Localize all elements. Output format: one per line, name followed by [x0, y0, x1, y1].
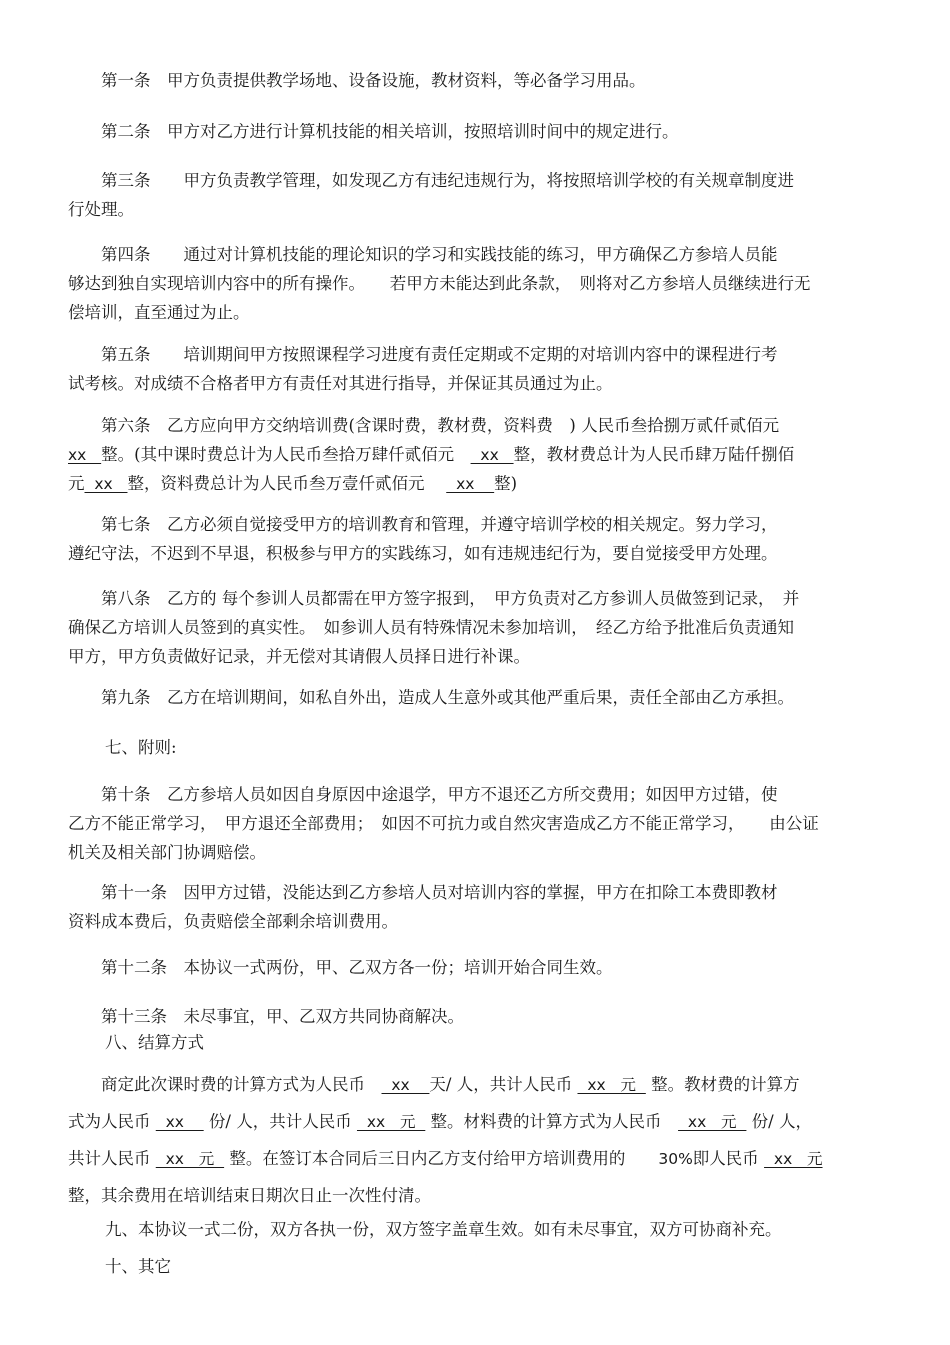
line: 第四条 通过对计算机技能的理论知识的学习和实践技能的练习，甲方确保乙方参培人员能	[68, 245, 778, 264]
article-10	[68, 780, 883, 867]
line: 第十条 乙方参培人员如因自身原因中途退学，甲方不退还乙方所交费用；如因甲方过错，使	[68, 785, 778, 804]
line: 元 xx 整，资料费总计为人民币叁万壹仟贰佰元 xx 整)	[68, 474, 518, 493]
line: 第十一条 因甲方过错，没能达到乙方参培人员对培训内容的掌握，甲方在扣除工本费即教材	[68, 883, 778, 902]
line: 乙方不能正常学习， 甲方退还全部费用； 如因不可抗力或自然灾害造成乙方不能正常学习， 由公证	[68, 814, 819, 833]
line: 偿培训，直至通过为止。	[68, 303, 250, 322]
settlement-paragraph	[68, 1066, 883, 1214]
article-1	[68, 66, 883, 95]
blank-field: xx 元	[678, 1113, 747, 1131]
article-13	[68, 1002, 883, 1031]
line: 第十三条 未尽事宜，甲、乙双方共同协商解决。	[68, 1007, 464, 1026]
line: xx 整。(其中课时费总计为人民币叁拾万肆仟贰佰元 xx 整，教材费总计为人民币肆万陆仟捌佰	[68, 445, 795, 464]
line: 第八条 乙方的 每个参训人员都需在甲方签字报到， 甲方负责对乙方参训人员做签到记录， 并	[68, 589, 800, 608]
blank-field: xx	[68, 446, 102, 464]
article-4	[68, 240, 883, 327]
line: 第五条 培训期间甲方按照课程学习进度有责任定期或不定期的对培训内容中的课程进行考	[68, 345, 778, 364]
blank-field: xx 元	[764, 1150, 823, 1168]
line: 甲方，甲方负责做好记录，并无偿对其请假人员择日进行补课。	[68, 647, 530, 666]
article-7	[68, 510, 883, 568]
article-8	[68, 584, 883, 671]
article-5	[68, 340, 883, 398]
line: 够达到独自实现培训内容中的所有操作。 若甲方未能达到此条款， 则将对乙方参培人员继续进行无	[68, 274, 811, 293]
article-3	[68, 166, 883, 224]
line: 第七条 乙方必须自觉接受甲方的培训教育和管理，并遵守培训学校的相关规定。努力学习，	[68, 515, 778, 534]
article-12	[68, 953, 883, 982]
article-9	[68, 683, 883, 712]
line: 资料成本费后，负责赔偿全部剩余培训费用。	[68, 912, 398, 931]
blank-field: xx	[470, 446, 514, 464]
article-6	[68, 411, 883, 498]
line: 行处理。	[68, 200, 134, 219]
section-heading-8: 八、结算方式	[105, 1033, 204, 1052]
article-11	[68, 878, 883, 936]
line: 商定此次课时费的计算方式为人民币 xx 天/ 人，共计人民币 xx 元 整。教材费的计算方	[68, 1075, 800, 1094]
blank-field: xx	[84, 475, 128, 493]
line: 确保乙方培训人员签到的真实性。 如参训人员有特殊情况未参加培训， 经乙方给予批准后负责通知	[68, 618, 794, 637]
section-heading-10: 十、其它	[105, 1257, 171, 1276]
blank-field: xx	[381, 1076, 430, 1094]
article-2	[68, 117, 883, 146]
section-9: 九、本协议一式二份，双方各执一份，双方签字盖章生效。如有未尽事宜，双方可协商补充。	[105, 1220, 782, 1239]
line: 式为人民币 xx 份/ 人，共计人民币 xx 元 整。材料费的计算方式为人民币 xx 元 份/ 人，	[68, 1112, 812, 1131]
line: 第九条 乙方在培训期间，如私自外出，造成人生意外或其他严重后果，责任全部由乙方承担。	[68, 688, 794, 707]
section-heading-7: 七、附则:	[105, 738, 177, 757]
blank-field: xx 元	[577, 1076, 646, 1094]
line: 第三条 甲方负责教学管理，如发现乙方有违纪违规行为，将按照培训学校的有关规章制度进	[68, 171, 794, 190]
line: 第一条 甲方负责提供教学场地、设备设施，教材资料，等必备学习用品。	[68, 71, 646, 90]
line: 第六条 乙方应向甲方交纳培训费(含课时费，教材费，资料费 ) 人民币叁拾捌万贰仟贰佰元	[68, 416, 780, 435]
line: 共计人民币 xx 元 整。在签订本合同后三日内乙方支付给甲方培训费用的 30%即人民币 xx 元	[68, 1149, 823, 1168]
line: 试考核。对成绩不合格者甲方有责任对其进行指导，并保证其员通过为止。	[68, 374, 613, 393]
blank-field: xx	[155, 1113, 204, 1131]
blank-field: xx 元	[356, 1113, 426, 1131]
blank-field: xx 元	[155, 1150, 225, 1168]
line: 第二条 甲方对乙方进行计算机技能的相关培训，按照培训时间中的规定进行。	[68, 122, 679, 141]
blank-field: xx	[446, 475, 495, 493]
line: 遵纪守法，不迟到不早退，积极参与甲方的实践练习，如有违规违纪行为，要自觉接受甲方处理。	[68, 544, 778, 563]
line: 第十二条 本协议一式两份，甲、乙双方各一份；培训开始合同生效。	[68, 958, 613, 977]
line: 机关及相关部门协调赔偿。	[68, 843, 266, 862]
line: 整，其余费用在培训结束日期次日止一次性付清。	[68, 1186, 431, 1205]
